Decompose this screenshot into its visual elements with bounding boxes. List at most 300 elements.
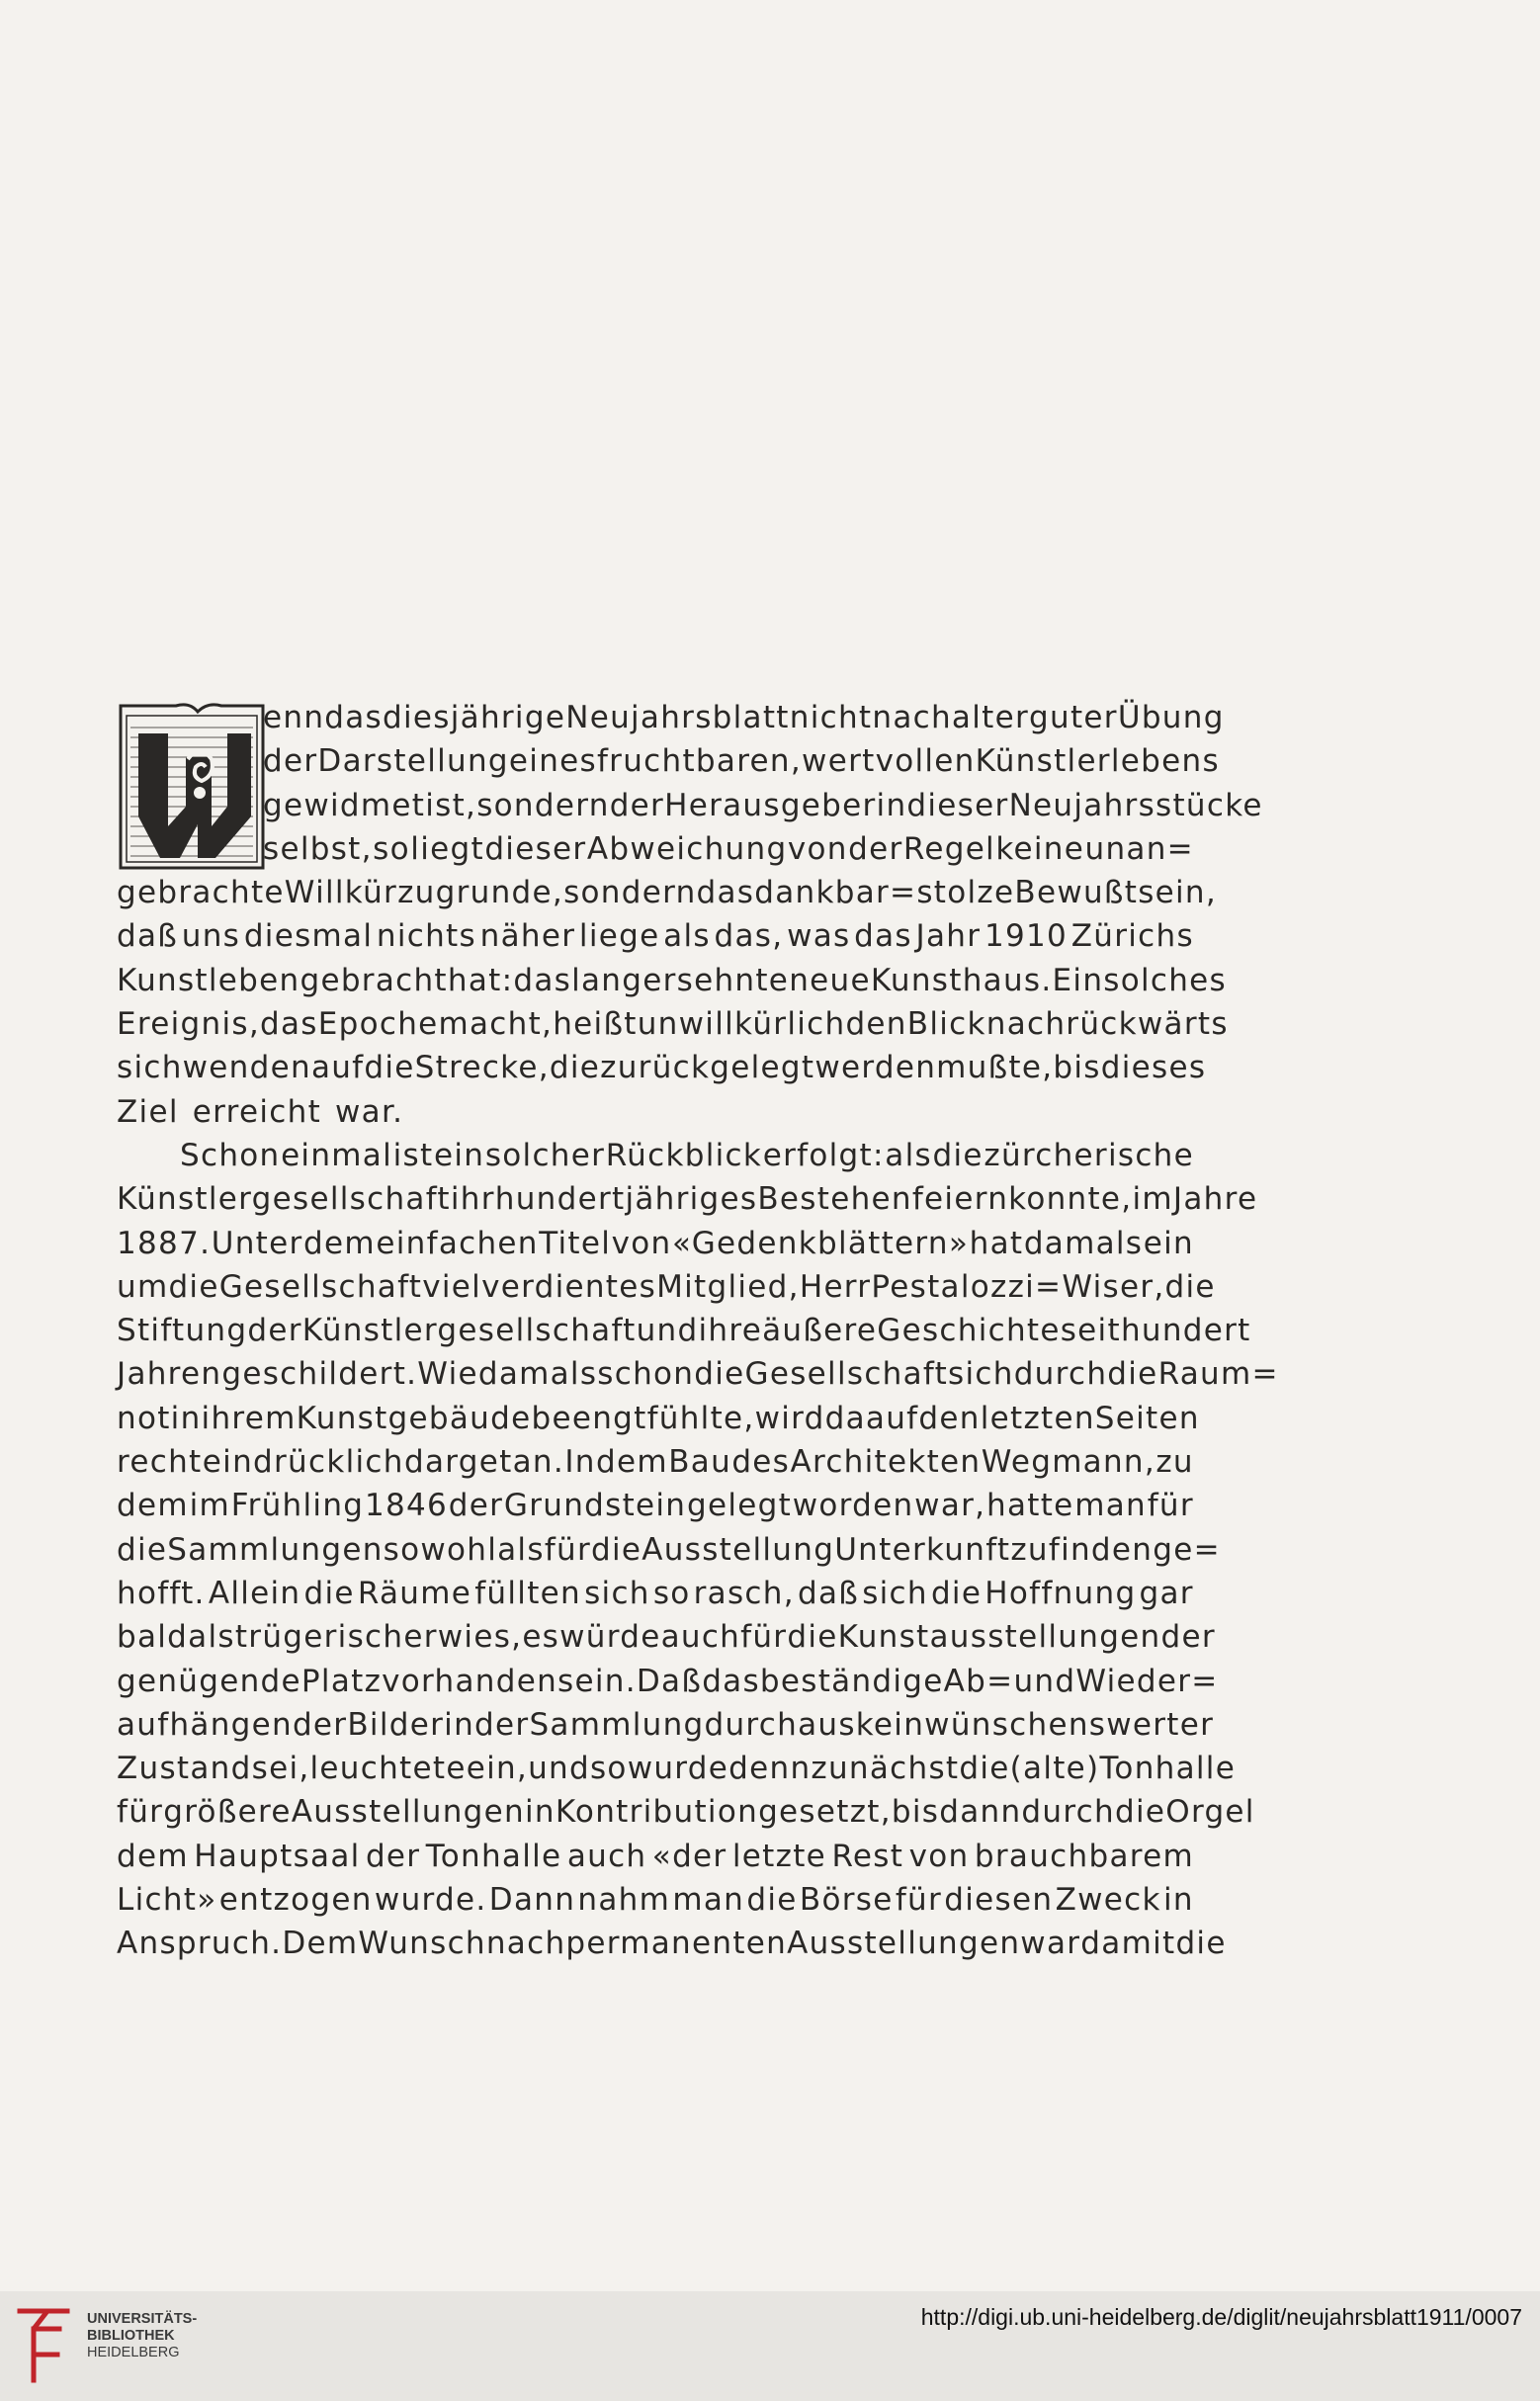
word: in (1163, 1882, 1194, 1919)
word: Tonhalle (1099, 1751, 1237, 1787)
word: füllten (474, 1575, 581, 1611)
word: Bau (668, 1444, 732, 1481)
word: größere (163, 1794, 292, 1831)
word: gebrachte (117, 875, 285, 911)
word: bald (117, 1619, 189, 1656)
word: man (672, 1882, 745, 1919)
word: daß (117, 918, 179, 955)
word: Dem (282, 1926, 359, 1962)
word: Raum= (1157, 1356, 1279, 1393)
word: not (117, 1400, 171, 1436)
word: zu (1155, 1444, 1194, 1481)
word: das (854, 918, 912, 955)
word: die (364, 1050, 415, 1086)
word: ein, (466, 1751, 529, 1787)
word: gebracht (299, 962, 448, 998)
word: letzten (980, 1400, 1095, 1436)
word: Stiftung (117, 1313, 248, 1349)
word: entzogen (218, 1882, 373, 1919)
word: erreicht (192, 1093, 322, 1130)
word: hundertjähriges (494, 1181, 758, 1218)
word: dem (596, 1444, 668, 1481)
word: kein (855, 1706, 925, 1743)
word: im (189, 1488, 230, 1524)
word: die (930, 1575, 983, 1611)
word: Kunstgebäude (296, 1400, 532, 1436)
word: Wie (417, 1356, 478, 1393)
word: Rückblick (605, 1137, 763, 1173)
word: bis (891, 1794, 940, 1831)
word: Ziel (117, 1093, 179, 1130)
word: durchaus (704, 1706, 856, 1743)
word: ihrem (201, 1400, 297, 1436)
text-line (117, 1134, 1194, 1177)
word: Platz (300, 1663, 383, 1699)
word: 1910 (984, 918, 1069, 955)
text-line (117, 1265, 1216, 1309)
word: gelegt (686, 1488, 793, 1524)
word: ihr (450, 1181, 495, 1218)
word: Ereignis, (117, 1006, 260, 1043)
word: Blick (906, 1006, 986, 1043)
word: so (373, 830, 410, 867)
word: Neujahrsblatt (565, 700, 790, 735)
word: den (918, 1400, 981, 1436)
word: Abweichung (586, 830, 788, 867)
word: in (524, 1794, 556, 1831)
word: Zürichs (1070, 918, 1194, 955)
word: Künstlergesellschaft (301, 1313, 637, 1349)
word: hat (969, 1225, 1024, 1261)
text-line (117, 914, 1194, 958)
word: sich (584, 1575, 650, 1611)
word: der (247, 1313, 302, 1349)
word: wünschenswerter (924, 1706, 1215, 1743)
library-logo-icon[interactable] (14, 2301, 73, 2388)
word: ist, (425, 787, 477, 823)
word: den (845, 1006, 907, 1043)
word: Seiten (1094, 1400, 1200, 1436)
word: «Gedenkblättern» (672, 1225, 970, 1261)
word: dem (117, 1838, 189, 1874)
word: unan= (1084, 830, 1194, 867)
text-line (117, 1703, 1215, 1747)
text-line (117, 1352, 1279, 1396)
word: Mitglied, (656, 1268, 800, 1305)
word: Wegmann, (981, 1444, 1156, 1481)
word: die (303, 1575, 355, 1611)
word: Kunsthaus. (870, 962, 1053, 998)
word: nahm (577, 1882, 671, 1919)
word: damit (1080, 1926, 1176, 1962)
word: fruchtbaren, (596, 743, 803, 780)
word: selbst, (263, 830, 373, 867)
word: das (702, 1663, 760, 1699)
word: vorhanden (382, 1663, 558, 1699)
word: Frühling (230, 1488, 365, 1524)
word: rückwärts (1066, 1006, 1229, 1043)
word: in (444, 1706, 475, 1743)
word: für (117, 1794, 164, 1831)
text-line (117, 1177, 1258, 1221)
word: der (292, 1706, 348, 1743)
word: gewidmet (263, 787, 426, 823)
word: Geschichte (877, 1313, 1061, 1349)
word: «der (651, 1838, 727, 1874)
word: Gesellschaft (218, 1268, 423, 1305)
word: für (740, 1619, 788, 1656)
word: erwies, (403, 1619, 523, 1656)
word: vielverdientes (422, 1268, 657, 1305)
word: Bilder (347, 1706, 445, 1743)
word: dem (117, 1488, 189, 1524)
word: Kunstleben (117, 962, 300, 998)
word: Wieder= (1075, 1663, 1219, 1699)
word: die (932, 1137, 984, 1173)
word: Jahr (915, 918, 982, 955)
word: geschildert. (221, 1356, 418, 1393)
word: Hauptsaal (194, 1838, 361, 1874)
word: dieses (1100, 1050, 1207, 1086)
word: sowohl (383, 1531, 498, 1568)
word: die (1114, 1794, 1166, 1831)
word: Bestehen (757, 1181, 912, 1218)
library-name-line: BIBLIOTHEK (87, 2328, 175, 2344)
word: Epoche (317, 1006, 439, 1043)
word: dann (939, 1794, 1022, 1831)
word: Strecke, (414, 1050, 550, 1086)
text-line (117, 1878, 1194, 1922)
library-name-line: UNIVERSITÄTS- (87, 2311, 198, 2327)
word: so (589, 1751, 628, 1787)
word: und (636, 1313, 699, 1349)
word: Neujahrsstücke (1008, 787, 1263, 823)
word: eindrücklich (202, 1444, 404, 1481)
word: genügende (117, 1663, 301, 1699)
word: die (1164, 1268, 1216, 1305)
word: wertvollen (802, 743, 976, 780)
word: als (663, 918, 711, 955)
word: ein (434, 1137, 485, 1173)
text-line (117, 1397, 1200, 1440)
word: sein. (557, 1663, 637, 1699)
word: wird (754, 1400, 825, 1436)
word: Zustand (117, 1751, 252, 1787)
word: ist (392, 1137, 434, 1173)
text-line (117, 1572, 1194, 1615)
word: recht (117, 1444, 203, 1481)
text-line (117, 1090, 1194, 1134)
word: Kunstausstellungen (837, 1619, 1161, 1656)
word: Titel (539, 1225, 612, 1261)
word: Architekten (790, 1444, 982, 1481)
word: und (528, 1751, 590, 1787)
word: was (787, 918, 851, 955)
word: sich (862, 1575, 928, 1611)
word: dieser (906, 787, 1009, 823)
word: im (1132, 1181, 1173, 1218)
word: so (652, 1575, 691, 1611)
word: enn (263, 700, 325, 735)
word: die (959, 1751, 1010, 1787)
word: Allein (208, 1575, 301, 1611)
word: unwillkürlich (637, 1006, 846, 1043)
word: zürcherische (984, 1137, 1194, 1173)
word: erfolgt: (762, 1137, 885, 1173)
word: nach (872, 700, 952, 735)
word: Kontribution (555, 1794, 759, 1831)
word: mußte, (936, 1050, 1054, 1086)
word: Künstlerlebens (975, 743, 1220, 780)
text-line (117, 1747, 1237, 1790)
word: sich (948, 1356, 1014, 1393)
source-url-link[interactable]: http://digi.ub.uni-heidelberg.de/diglit/neujahrsblatt1911/0007 (920, 2304, 1522, 2330)
word: aufhängen (117, 1706, 293, 1743)
word: seit (1060, 1313, 1121, 1349)
word: Wunsch (358, 1926, 486, 1962)
word: Rest (831, 1838, 904, 1874)
word: damals (477, 1356, 598, 1393)
word: auf (865, 1400, 919, 1436)
word: nichts (376, 918, 476, 955)
word: nicht (789, 700, 873, 735)
library-name (87, 2311, 197, 2361)
word: die (168, 1268, 219, 1305)
word: durch (1013, 1356, 1108, 1393)
text-line (117, 1222, 1194, 1265)
word: ihre (698, 1313, 763, 1349)
word: das (513, 962, 572, 998)
word: liegt (410, 830, 484, 867)
text-line (117, 784, 1263, 827)
word: damals (1023, 1225, 1144, 1261)
word: für (544, 1531, 592, 1568)
text-line (117, 739, 1220, 783)
word: Unter (211, 1225, 303, 1261)
word: diesmal (243, 918, 374, 955)
word: der (474, 1706, 530, 1743)
word: Daß (636, 1663, 703, 1699)
word: zugrunde, (397, 875, 564, 911)
word: In (564, 1444, 596, 1481)
word: macht, (438, 1006, 554, 1043)
word: war. (335, 1093, 404, 1130)
word: Grundstein (503, 1488, 687, 1524)
text-line (117, 1528, 1221, 1572)
text-line (117, 1922, 1227, 1965)
text-line (117, 696, 1225, 739)
word: das, (714, 918, 784, 955)
word: sei, (251, 1751, 310, 1787)
word: Jahre (1172, 1181, 1258, 1218)
word: letzte (731, 1838, 827, 1874)
word: Ein (1052, 962, 1104, 998)
word: hundert (1120, 1313, 1251, 1349)
text-line (117, 1002, 1229, 1046)
word: das (324, 700, 384, 735)
word: heißt (553, 1006, 638, 1043)
word: alter (951, 700, 1030, 735)
word: ein (1143, 1225, 1194, 1261)
word: uns (181, 918, 241, 955)
word: als (885, 1137, 932, 1173)
word: Dann (488, 1882, 576, 1919)
word: einfachen (376, 1225, 539, 1261)
word: Räume (357, 1575, 472, 1611)
word: Hoffnung (984, 1575, 1137, 1611)
word: von (611, 1225, 672, 1261)
word: ge= (1153, 1531, 1221, 1568)
word: diesjährige (383, 700, 566, 735)
word: bis (1053, 1050, 1101, 1086)
word: der (848, 830, 903, 867)
word: beständige (759, 1663, 944, 1699)
word: (alte) (1009, 1751, 1100, 1787)
text-line (117, 1660, 1219, 1703)
word: Börse (799, 1882, 894, 1919)
word: nach (985, 1006, 1067, 1043)
word: zunächst (811, 1751, 960, 1787)
word: Herr (799, 1268, 872, 1305)
text-line (117, 1790, 1255, 1834)
word: Gesellschaft (744, 1356, 949, 1393)
word: dem (303, 1225, 376, 1261)
word: worden (792, 1488, 914, 1524)
text-line (117, 959, 1228, 1002)
word: langersehnte (571, 962, 790, 998)
word: gar (1139, 1575, 1194, 1611)
word: der (609, 787, 665, 823)
word: die (591, 1531, 642, 1568)
word: eines (508, 743, 597, 780)
word: Übung (1117, 700, 1225, 735)
word: Licht» (117, 1882, 217, 1919)
word: Ausstellungen (291, 1794, 525, 1831)
word: Unterkunft (834, 1531, 1011, 1568)
word: die (746, 1882, 798, 1919)
word: dankbar=stolze (754, 875, 1015, 911)
word: 1846 (364, 1488, 449, 1524)
word: auf (310, 1050, 365, 1086)
word: man (1074, 1488, 1148, 1524)
word: das (259, 1006, 318, 1043)
word: die (1107, 1356, 1158, 1393)
word: es (522, 1619, 560, 1656)
word: neue (789, 962, 871, 998)
word: liege (578, 918, 660, 955)
word: Tonhalle (425, 1838, 562, 1874)
word: finden (1048, 1531, 1154, 1568)
word: 1887. (117, 1225, 212, 1261)
word: für (1147, 1488, 1194, 1524)
word: dieser (484, 830, 587, 867)
word: äußere (762, 1313, 878, 1349)
word: zurückgelegt (600, 1050, 815, 1086)
word: zu (1010, 1531, 1049, 1568)
word: die (787, 1619, 838, 1656)
word: fühlte, (646, 1400, 755, 1436)
word: durch (1021, 1794, 1115, 1831)
word: hat: (447, 962, 514, 998)
word: Regel (902, 830, 995, 867)
word: Jahren (117, 1356, 222, 1393)
word: konnte, (1008, 1181, 1133, 1218)
word: brauchbarem (974, 1838, 1194, 1874)
word: guter (1029, 700, 1118, 735)
text-line (117, 1835, 1194, 1878)
word: Ab= (943, 1663, 1014, 1699)
word: war (1020, 1926, 1081, 1962)
word: das (696, 875, 755, 911)
text-line (117, 1484, 1194, 1527)
word: wurde (627, 1751, 729, 1787)
word: für (895, 1882, 943, 1919)
word: die (694, 1356, 745, 1393)
word: der (1160, 1619, 1216, 1656)
word: Darstellung (317, 743, 509, 780)
word: um (117, 1268, 169, 1305)
word: auch (660, 1619, 741, 1656)
word: einmal (281, 1137, 393, 1173)
word: würde (559, 1619, 661, 1656)
body-text (117, 696, 1279, 1966)
word: Pestalozzi=Wiser, (871, 1268, 1165, 1305)
word: daß (797, 1575, 860, 1611)
word: Anspruch. (117, 1926, 283, 1962)
word: Ausstellung (642, 1531, 835, 1568)
word: Bewußtsein, (1014, 875, 1218, 911)
word: Sammlungen (167, 1531, 384, 1568)
word: solcher (484, 1137, 606, 1173)
text-line (117, 1046, 1207, 1089)
word: gesetzt, (758, 1794, 892, 1831)
word: Zweck (1055, 1882, 1161, 1919)
word: von (787, 830, 848, 867)
word: wenden (182, 1050, 311, 1086)
word: Schon (180, 1137, 281, 1173)
word: keine (995, 830, 1085, 867)
word: beengt (531, 1400, 647, 1436)
word: der (263, 743, 318, 780)
word: sondern (563, 875, 697, 911)
word: permanenten (565, 1926, 788, 1962)
text-line (117, 827, 1194, 871)
word: Künstlergesellschaft (117, 1181, 451, 1218)
word: Willkür (284, 875, 398, 911)
word: wurde. (374, 1882, 487, 1919)
word: der (365, 1838, 421, 1874)
word: in (170, 1400, 202, 1436)
word: solches (1103, 962, 1228, 998)
text-line (117, 1309, 1251, 1352)
word: und (1013, 1663, 1076, 1699)
word: Sammlung (529, 1706, 705, 1743)
word: des (731, 1444, 791, 1481)
word: auch (566, 1838, 647, 1874)
text-line (117, 1615, 1216, 1659)
text-line (117, 871, 1218, 914)
word: sich (117, 1050, 183, 1086)
word: leuchtete (309, 1751, 467, 1787)
word: die (1175, 1926, 1227, 1962)
word: feiern (911, 1181, 1009, 1218)
word: schon (597, 1356, 695, 1393)
text-line (117, 1440, 1194, 1484)
word: sondern (476, 787, 610, 823)
word: Herausgeberin (664, 787, 907, 823)
library-name-line: HEIDELBERG (87, 2345, 180, 2360)
word: rasch, (693, 1575, 795, 1611)
